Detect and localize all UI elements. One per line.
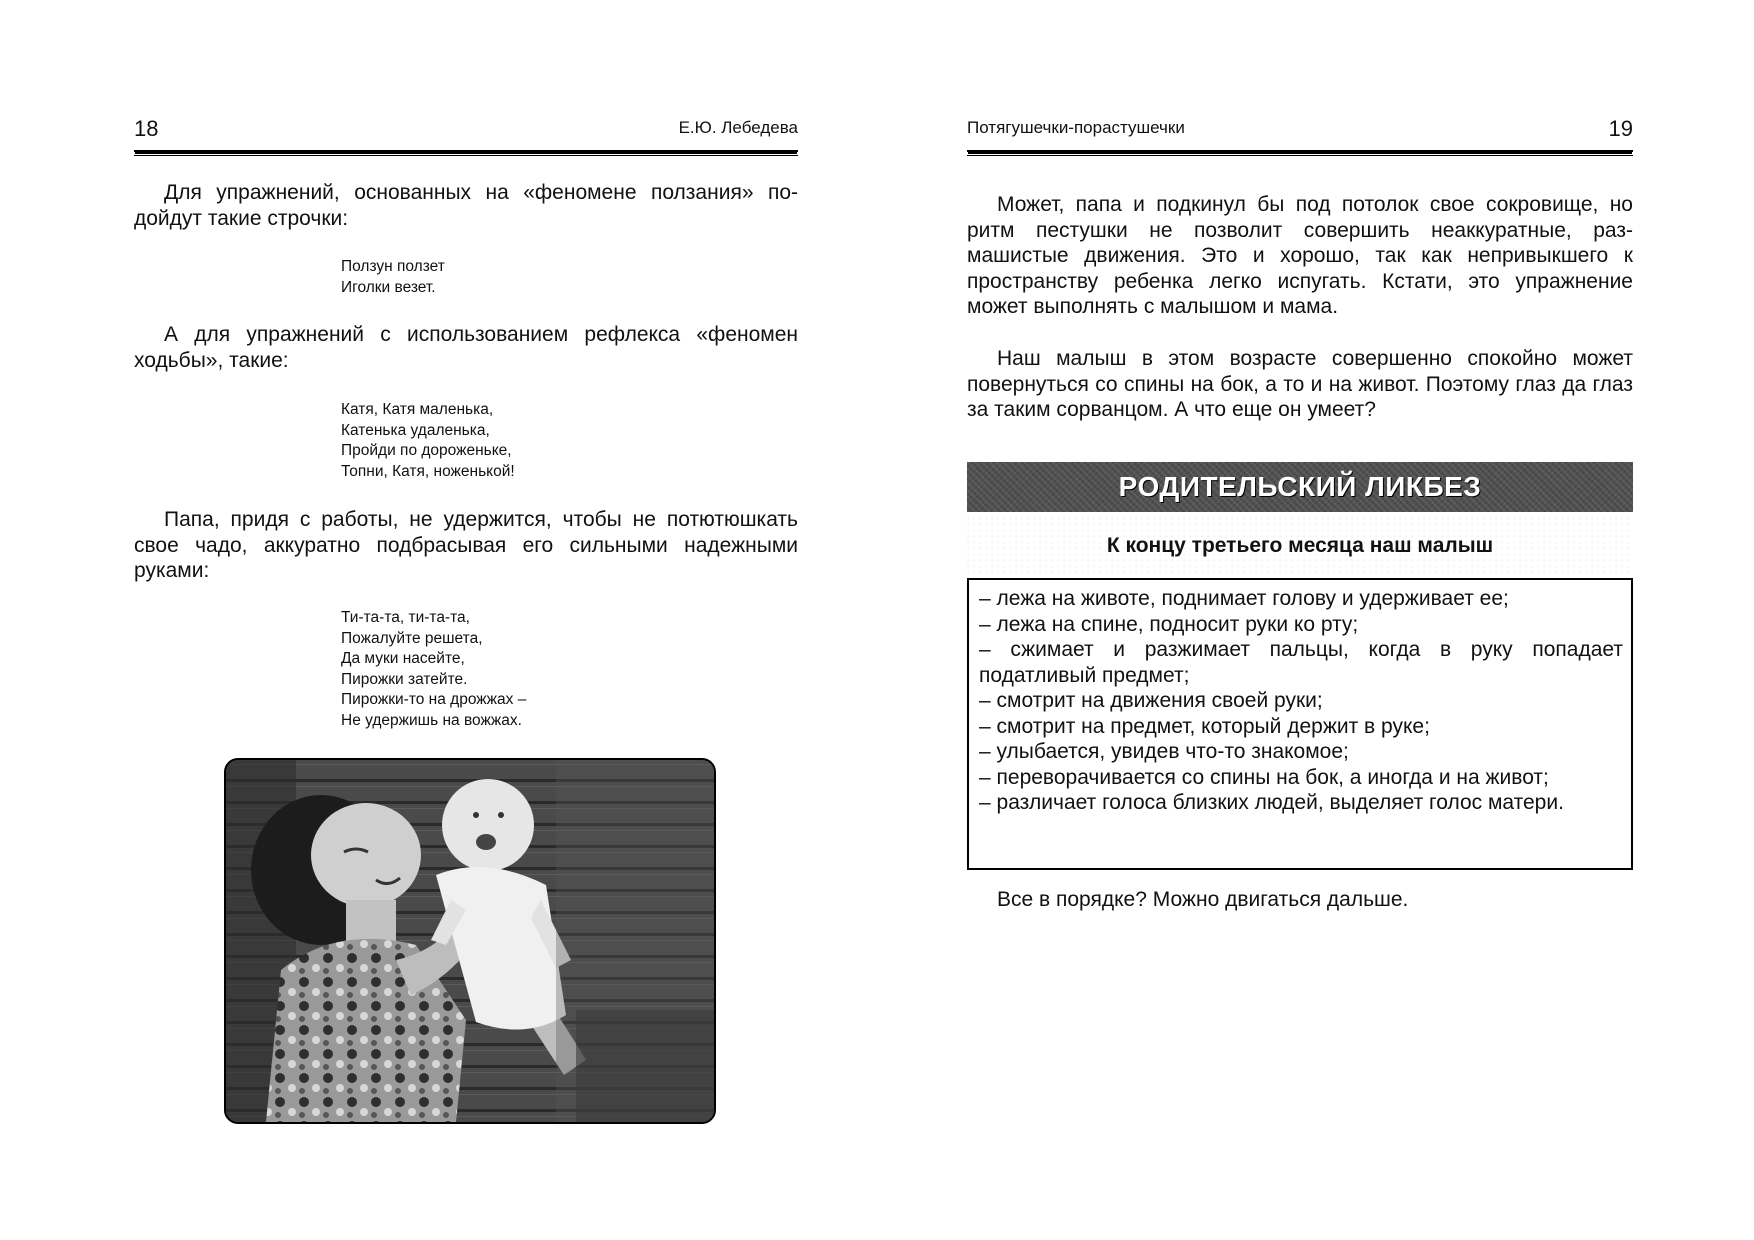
list-item: – переворачивается со спины на бок, а иногда и на живот; (979, 765, 1549, 789)
left-page-header (134, 110, 798, 152)
verse-line: Ти-та-та, ти-та-та, (341, 609, 470, 626)
verse-line: Иголки везет. (341, 278, 436, 296)
subtitle-band (967, 516, 1633, 576)
list-item: – смотрит на предмет, который держит в руке; (979, 714, 1430, 738)
verse-line: Ползун ползет (341, 258, 445, 275)
paragraph-rolling: Наш малыш в этом возрасте совершенно спокойно может повернуться со спины на бок, а то и на живот. Поэтому глаз да глаз за таким сорванцом. А что еще он умеет? (967, 347, 1633, 421)
verse-line: Не удержишь на вожжах. (341, 711, 522, 729)
verse-titata (341, 608, 526, 731)
verse-walking (341, 400, 515, 482)
verse-line: Пирожки затейте. (341, 670, 468, 688)
list-item: – сжимает и разжимает пальцы, когда в руку попадает податливый предмет; (979, 638, 1623, 687)
photo-illustration (226, 760, 714, 1122)
verse-line: Пройди по дороженьке, (341, 442, 512, 459)
banner-title: РОДИТЕЛЬСКИЙ ЛИКБЕЗ (1118, 471, 1482, 502)
paragraph-papa-toss: Может, папа и подкинул бы под потолок свое сокровище, но ритм пестушки не позволит совершить неаккуратные, размашистые движения. Это и хорошо, так как непривыкшего к пространству ребенка легко испугать. Кстати, это упражнение может выполнять с малышом и мама. (967, 193, 1633, 318)
list-item: – лежа на животе, поднимает голову и удерживает ее; (979, 587, 1509, 610)
list-item: – смотрит на движения своей руки; (979, 689, 1323, 712)
right-page (877, 0, 1754, 1240)
running-head-author: Е.Ю. Лебедева (678, 118, 798, 137)
header-rule (134, 155, 798, 156)
closing-line: Все в порядке? Можно двигаться дальше. (997, 888, 1409, 911)
verse-line: Пожалуйте решета, (341, 629, 483, 647)
page-number: 19 (1608, 116, 1633, 141)
page-number: 18 (134, 116, 159, 141)
verse-line: Катенька удаленька, (341, 421, 490, 439)
paragraph-crawling: Для упражнений, основанных на «феномене ползания» подойдут такие строчки: (134, 181, 798, 230)
running-head-title: Потягушечки-порастушечки (967, 118, 1185, 137)
paragraph-walking: А для упражнений с использованием рефлекса «феномен ходьбы», такие: (134, 323, 798, 372)
header-rule (967, 155, 1633, 156)
verse-crawling (341, 257, 445, 298)
list-item: – улыбается, увидев что-то знакомое; (979, 740, 1349, 763)
milestones-list (979, 586, 1623, 816)
list-item: – лежа на спине, подносит руки ко рту; (979, 612, 1359, 636)
section-banner (967, 462, 1633, 512)
paragraph-papa: Папа, придя с работы, не удержится, чтобы не потютюшкать свое чадо, аккуратно подбрасывая его сильными надежными руками: (134, 508, 798, 582)
verse-line: Катя, Катя маленька, (341, 401, 494, 418)
verse-line: Пирожки-то на дрожжах – (341, 691, 527, 708)
verse-line: Топни, Катя, ноженькой! (341, 462, 515, 480)
box-subtitle: К концу третьего месяца наш малыш (1106, 534, 1494, 557)
list-item: – различает голоса близких людей, выделяет голос матери. (979, 791, 1564, 814)
photo-mother-and-baby (224, 758, 716, 1124)
right-page-header (967, 110, 1633, 152)
verse-line: Да муки насейте, (341, 650, 465, 667)
milestones-box (967, 578, 1633, 870)
